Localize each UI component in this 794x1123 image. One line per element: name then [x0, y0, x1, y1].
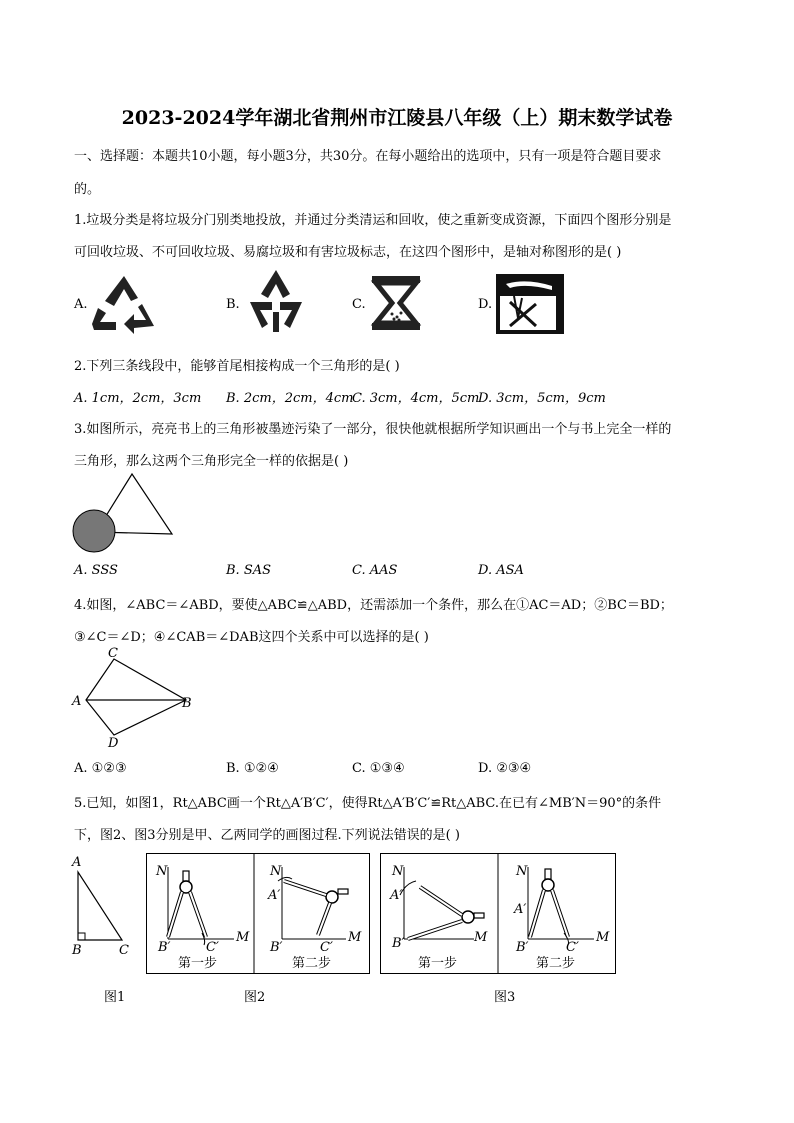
fig2-step2-label: 第二步	[292, 956, 332, 971]
q2-stem: 2.下列三条线段中，能够首尾相接构成一个三角形的是( )	[74, 359, 400, 374]
q1-option-d[interactable]: D.	[478, 297, 493, 312]
fig3-label-m1: M	[474, 930, 488, 945]
q1-option-c[interactable]: C.	[352, 297, 366, 312]
fig3-step1-panel	[389, 864, 488, 951]
q1-option-a[interactable]: A.	[74, 297, 88, 312]
page-title: 2023-2024学年湖北省荆州市江陵县八年级（上）期末数学试卷	[121, 107, 673, 129]
hourglass-icon	[370, 274, 422, 332]
fig2-label-n1: N	[156, 864, 168, 879]
fig2-label-b1: B′	[158, 940, 171, 955]
q3-stem-cont: 三角形，那么这两个三角形完全一样的依据是( )	[74, 454, 349, 469]
fig3-label-c2: C′	[566, 940, 579, 955]
fig1-caption: 图1	[104, 990, 126, 1005]
fig3-label-a1: A′	[390, 888, 403, 903]
fig1-label-b: B	[72, 943, 82, 958]
q4-label-b: B	[182, 696, 192, 711]
q3-option-c[interactable]: C. AAS	[352, 563, 398, 578]
fig2-label-c2: C′	[320, 940, 333, 955]
q4-stem: 4.如图，∠ABC＝∠ABD，要使△ABC≌△ABD，还需添加一个条件，那么在①AC＝AD；②BC＝BD；	[74, 598, 673, 613]
q4-label-c: C	[108, 646, 118, 661]
fig3-step2-panel	[513, 864, 610, 955]
q5-figure-3	[380, 853, 616, 975]
fig2-label-m1: M	[236, 930, 250, 945]
q5-stem: 5.已知，如图1，Rt△ABC画一个Rt△A′B′C′，使得Rt△A′B′C′≌Rt△ABC.在已有∠MB′N＝90°的条件	[74, 796, 662, 811]
recycle-icon	[90, 272, 158, 334]
q3-stem: 3.如图所示，亮亮书上的三角形被墨迹污染了一部分，很快他就根据所学知识画出一个与书上完全一样的	[74, 422, 672, 437]
q1-option-b[interactable]: B.	[226, 297, 240, 312]
q5-figure-1	[66, 850, 138, 960]
section-instruction-cont: 的。	[74, 182, 101, 197]
fig2-step1-panel	[155, 864, 250, 955]
q5-figure-2	[146, 853, 370, 975]
fig1-label-a: A	[72, 855, 82, 870]
q2-option-a[interactable]: A. 1cm，2cm，3cm	[74, 391, 202, 406]
compass-icon	[168, 871, 206, 937]
q4-label-a: A	[72, 694, 82, 709]
q3-option-b[interactable]: B. SAS	[226, 563, 272, 578]
q5-stem-cont: 下，图2、图3分别是甲、乙两同学的画图过程.下列说法错误的是( )	[74, 828, 460, 843]
fig3-label-n2: N	[516, 864, 528, 879]
q3-option-d[interactable]: D. ASA	[478, 563, 524, 578]
q2-option-c[interactable]: C. 3cm，4cm，5cm	[352, 391, 480, 406]
compass-icon	[284, 881, 348, 935]
fig2-caption: 图2	[244, 990, 266, 1005]
fig2-step2-panel	[267, 864, 362, 955]
section-instruction: 一、选择题：本题共10小题，每小题3分，共30分。在每小题给出的选项中，只有一项是符合题目要求	[74, 149, 662, 164]
non-recyclable-icon	[244, 268, 308, 334]
q4-label-d: D	[108, 736, 119, 751]
q1-stem: 1.垃圾分类是将垃圾分门别类地投放，并通过分类清运和回收，使之重新变成资源，下面四个图形分别是	[74, 213, 672, 228]
fig2-label-a2: A′	[268, 888, 281, 903]
fig3-label-b1: B′	[392, 936, 405, 951]
fig1-label-c: C	[119, 943, 129, 958]
fig3-step2-label: 第二步	[536, 956, 576, 971]
q4-option-b[interactable]: B. ①②④	[226, 761, 279, 776]
fig3-step1-label: 第一步	[418, 956, 458, 971]
q4-stem-cont: ③∠C＝∠D；④∠CAB＝∠DAB这四个关系中可以选择的是( )	[74, 630, 429, 645]
fig2-label-m2: M	[348, 930, 362, 945]
hazardous-waste-icon	[496, 274, 564, 334]
fig3-label-a2: A′	[514, 902, 527, 917]
compass-icon	[530, 869, 568, 937]
fig3-caption: 图3	[494, 990, 516, 1005]
q4-figure	[70, 645, 210, 751]
q2-option-b[interactable]: B. 2cm，2cm，4cm	[226, 391, 354, 406]
fig2-label-c1: C′	[206, 940, 219, 955]
compass-icon	[408, 887, 484, 939]
fig3-label-m2: M	[596, 930, 610, 945]
q3-figure	[72, 470, 182, 554]
fig2-label-b2: B′	[270, 940, 283, 955]
q4-option-d[interactable]: D. ②③④	[478, 761, 532, 776]
fig2-label-n2: N	[270, 864, 282, 879]
fig3-label-b2: B′	[516, 940, 529, 955]
q3-option-a[interactable]: A. SSS	[74, 563, 118, 578]
q4-option-c[interactable]: C. ①③④	[352, 761, 405, 776]
fig2-step1-label: 第一步	[178, 956, 218, 971]
fig3-label-n1: N	[392, 864, 404, 879]
q4-option-a[interactable]: A. ①②③	[74, 761, 127, 776]
q2-option-d[interactable]: D. 3cm，5cm，9cm	[478, 391, 606, 406]
q1-stem-cont: 可回收垃圾、不可回收垃圾、易腐垃圾和有害垃圾标志，在这四个图形中，是轴对称图形的是( )	[74, 245, 622, 260]
